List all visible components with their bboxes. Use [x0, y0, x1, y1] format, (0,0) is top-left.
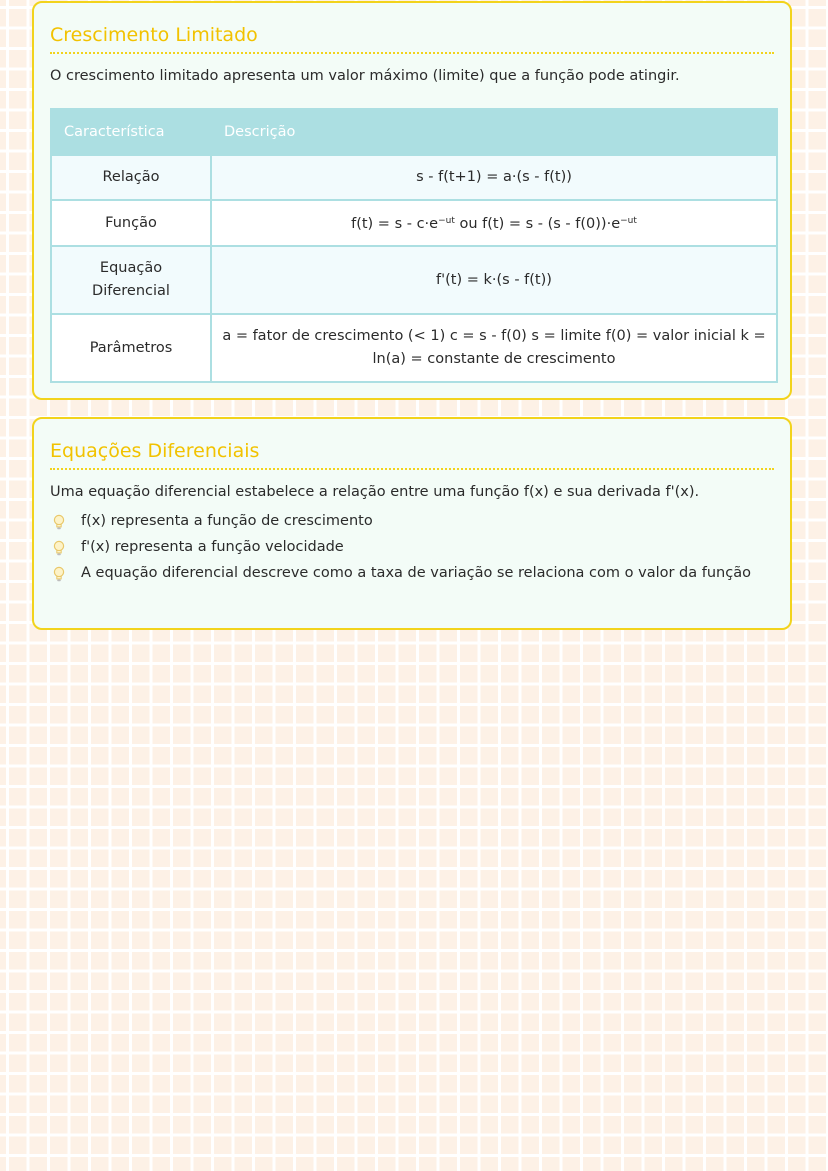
table-row	[51, 200, 777, 246]
row-function-name: Função	[51, 200, 211, 246]
tip-text: A equação diferencial descreve como a taxa de variação se relaciona com o valor da função	[81, 565, 751, 581]
row-diffeq-desc: f'(t) = k·(s - f(t))	[211, 246, 777, 314]
table-row	[51, 246, 777, 314]
header-description: Descrição	[211, 109, 777, 155]
row-params-desc: a = fator de crescimento (< 1) c = s - f(0) s = limite f(0) = valor inicial k = ln(a) = constante de crescimento	[211, 314, 777, 382]
characteristics-table	[50, 108, 778, 383]
limited-growth-title: Crescimento Limitado	[50, 3, 774, 54]
lightbulb-icon	[53, 540, 65, 558]
tip-text: f'(x) representa a função velocidade	[81, 539, 344, 555]
limited-growth-intro: O crescimento limitado apresenta um valor máximo (limite) que a função pode atingir.	[50, 68, 680, 84]
table-row	[51, 314, 777, 382]
table-header-row	[51, 109, 777, 155]
lightbulb-icon	[53, 566, 65, 584]
lightbulb-icon	[53, 514, 65, 532]
header-characteristic: Característica	[51, 109, 211, 155]
function-formula-part2: ou f(t) = s - (s - f(0))·e	[454, 216, 621, 232]
table-row	[51, 155, 777, 200]
row-params-name: Parâmetros	[51, 314, 211, 382]
row-relation-name: Relação	[51, 155, 211, 200]
row-diffeq-name: Equação Diferencial	[51, 246, 211, 314]
function-formula-part1: f(t) = s - c·e	[351, 216, 439, 232]
limited-growth-card	[32, 1, 792, 400]
list-item	[50, 562, 774, 585]
function-exponent-1: −ut	[438, 216, 455, 226]
function-exponent-2: −ut	[620, 216, 637, 226]
row-function-desc	[211, 200, 777, 246]
tips-list	[50, 510, 774, 585]
differential-equations-title: Equações Diferenciais	[50, 419, 774, 470]
tip-text: f(x) representa a função de crescimento	[81, 513, 373, 529]
list-item	[50, 536, 774, 559]
differential-equations-intro: Uma equação diferencial estabelece a relação entre uma função f(x) e sua derivada f'(x).	[50, 484, 700, 500]
row-relation-desc: s - f(t+1) = a·(s - f(t))	[211, 155, 777, 200]
list-item	[50, 510, 774, 533]
differential-equations-card	[32, 417, 792, 630]
